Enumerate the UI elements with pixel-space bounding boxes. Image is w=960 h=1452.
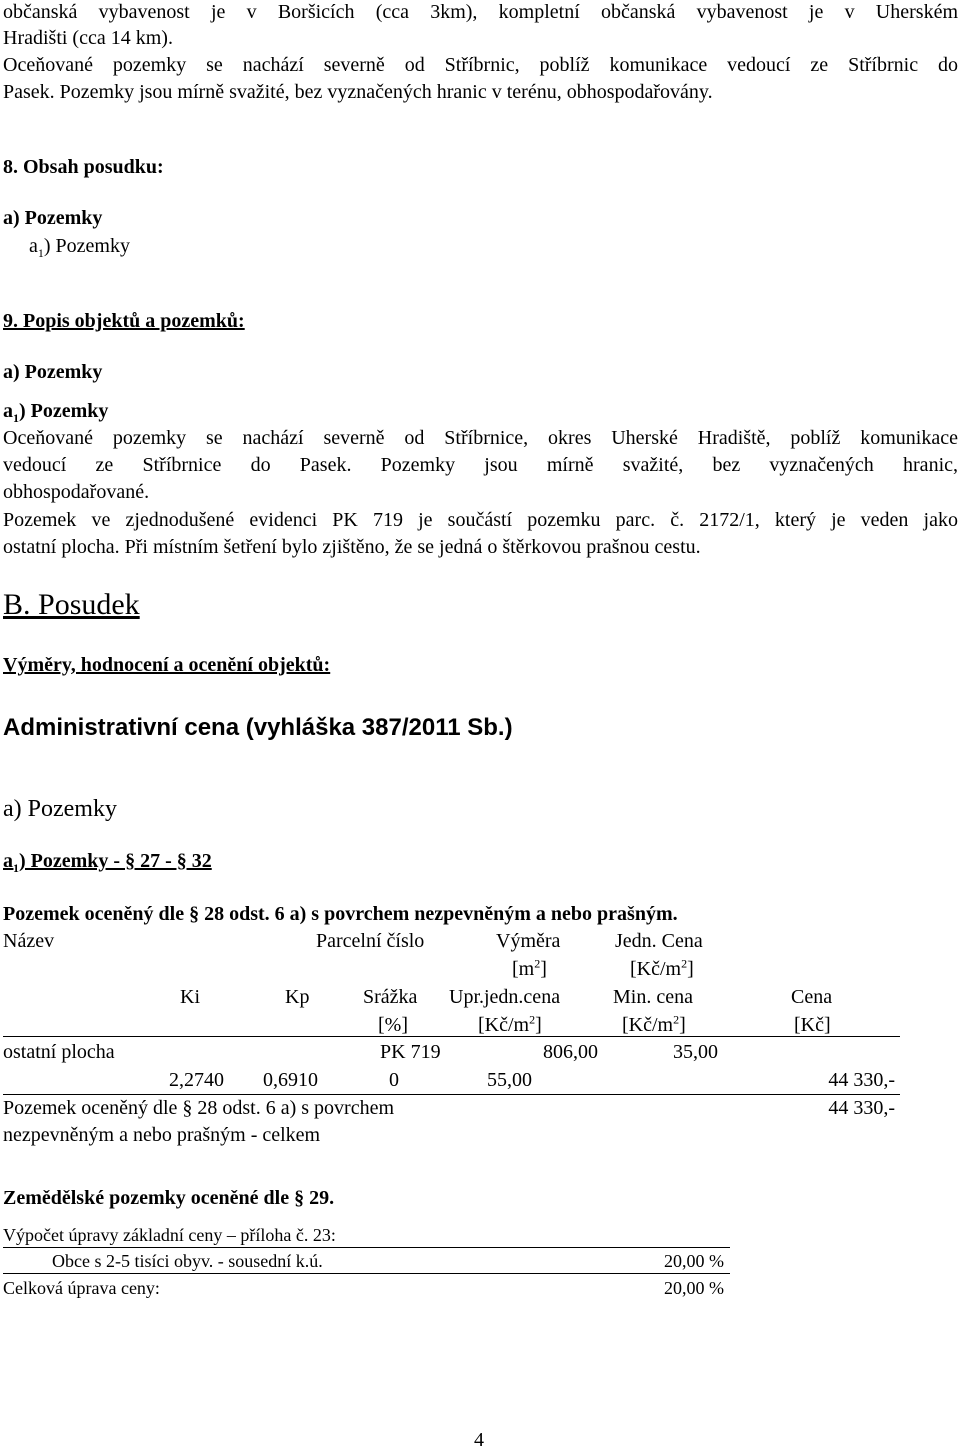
td-ki: 2,2740 bbox=[169, 1069, 224, 1091]
th-cena-unit: [Kč] bbox=[794, 1014, 831, 1036]
section9-p1-line-1: Oceňované pozemky se nachází severně od Stříbrnice, okres Uherské Hradiště, poblíž komunikace bbox=[3, 427, 958, 449]
a1-suffix: ) Pozemky - § 27 - § 32 bbox=[19, 850, 212, 872]
calc-row1-rule bbox=[3, 1273, 730, 1274]
th-min-cena: Min. cena bbox=[613, 986, 693, 1008]
posudek-a1-pozemky bbox=[3, 849, 212, 873]
total-label-line-1: Pozemek oceněný dle § 28 odst. 6 a) s povrchem bbox=[3, 1097, 395, 1119]
a1-prefix: a bbox=[3, 850, 13, 872]
calc-row1-label: Obce s 2-5 tisíci obyv. - sousední k.ú. bbox=[52, 1251, 323, 1271]
intro-line-4: Pasek. Pozemky jsou mírně svažité, bez vyznačených hranic v terénu, obhospodařovány. bbox=[3, 81, 713, 103]
page-number: 4 bbox=[474, 1429, 484, 1451]
th-nazev: Název bbox=[3, 930, 55, 952]
td-kp: 0,6910 bbox=[263, 1069, 318, 1091]
td-parcel: PK 719 bbox=[380, 1041, 441, 1063]
intro-line-2: Hradišti (cca 14 km). bbox=[3, 27, 173, 49]
calc-row1-value: 20,00 % bbox=[664, 1251, 724, 1271]
total-label-line-2: nezpevněným a nebo prašným - celkem bbox=[3, 1124, 321, 1146]
a1-sub: 1 bbox=[13, 861, 19, 875]
section9-heading: 9. Popis objektů a pozemků: bbox=[3, 310, 245, 332]
intro-line-1: občanská vybavenost je v Boršicích (cca 3km), kompletní občanská vybavenost je v Uherském bbox=[3, 1, 958, 23]
a1-suffix: ) Pozemky bbox=[43, 235, 130, 257]
total-value: 44 330,- bbox=[828, 1097, 895, 1119]
posudek-subheading: Výměry, hodnocení a ocenění objektů: bbox=[3, 654, 331, 676]
posudek-heading: B. Posudek bbox=[3, 588, 140, 621]
td-cena: 44 330,- bbox=[828, 1069, 895, 1091]
a1-prefix: a bbox=[29, 235, 38, 257]
table-header-rule bbox=[3, 1036, 900, 1037]
agri-heading: Zemědělské pozemky oceněné dle § 29. bbox=[3, 1187, 335, 1209]
posudek-a-pozemky: a) Pozemky bbox=[3, 796, 117, 822]
th-jedn-cena-unit: $[Kč/m^2]$ bbox=[630, 956, 694, 980]
calc-title: Výpočet úpravy základní ceny – příloha č. 23: bbox=[3, 1225, 336, 1245]
calc-row2-value: 20,00 % bbox=[664, 1278, 724, 1298]
th-kp: Kp bbox=[285, 986, 310, 1008]
td-srazka: 0 bbox=[389, 1069, 399, 1091]
admin-price-heading: Administrativní cena (vyhláška 387/2011 Sb.) bbox=[3, 714, 513, 741]
a1-sub: 1 bbox=[13, 411, 19, 425]
th-upr-jedn-cena-unit: $[Kč/m^2]$ bbox=[478, 1012, 542, 1036]
th-srazka-unit: [%] bbox=[378, 1014, 408, 1036]
calc-title-rule bbox=[3, 1247, 730, 1248]
intro-line-3: Oceňované pozemky se nachází severně od Stříbrnic, poblíž komunikace vedoucí ze Stříbrnic do bbox=[3, 54, 958, 76]
th-ki: Ki bbox=[180, 986, 200, 1008]
section9-p1-line-3: obhospodařované. bbox=[3, 481, 150, 503]
a1-suffix: ) Pozemky bbox=[19, 400, 109, 422]
th-cena: Cena bbox=[791, 986, 833, 1008]
th-srazka: Srážka bbox=[363, 986, 418, 1008]
calc-row2-label: Celková úprava ceny: bbox=[3, 1278, 160, 1298]
th-min-cena-unit: $[Kč/m^2]$ bbox=[622, 1012, 686, 1036]
th-parcelni-cislo: Parcelní číslo bbox=[316, 930, 425, 952]
th-vymera: Výměra bbox=[496, 930, 561, 952]
a1-prefix: a bbox=[3, 400, 13, 422]
td-upr-jedn-cena: 55,00 bbox=[487, 1069, 532, 1091]
th-vymera-unit: $[m^2]$ bbox=[512, 956, 547, 980]
td-name: ostatní plocha bbox=[3, 1041, 115, 1063]
section8-a1-pozemky bbox=[29, 234, 130, 258]
section8-a-pozemky: a) Pozemky bbox=[3, 207, 103, 229]
th-upr-jedn-cena: Upr.jedn.cena bbox=[449, 986, 561, 1008]
valued-land-heading: Pozemek oceněný dle § 28 odst. 6 a) s povrchem nezpevněným a nebo prašným. bbox=[3, 903, 678, 925]
table-total-rule bbox=[3, 1094, 900, 1095]
section9-p2-line-1: Pozemek ve zjednodušené evidenci PK 719 je součástí pozemku parc. č. 2172/1, který je veden jako bbox=[3, 509, 958, 531]
section9-p1-line-2: vedoucí ze Stříbrnice do Pasek. Pozemky jsou mírně svažité, bez vyznačených hranic, bbox=[3, 454, 958, 476]
td-unit-price: 35,00 bbox=[673, 1041, 718, 1063]
a1-sub: 1 bbox=[37, 246, 44, 260]
section8-heading: 8. Obsah posudku: bbox=[3, 156, 164, 178]
section9-p2-line-2: ostatní plocha. Při místním šetření bylo zjištěno, že se jedná o štěrkovou prašnou cestu. bbox=[3, 536, 701, 558]
section9-a1-pozemky bbox=[3, 399, 108, 423]
th-jedn-cena: Jedn. Cena bbox=[615, 930, 703, 952]
td-area: 806,00 bbox=[543, 1041, 598, 1063]
section9-a-pozemky: a) Pozemky bbox=[3, 361, 103, 383]
